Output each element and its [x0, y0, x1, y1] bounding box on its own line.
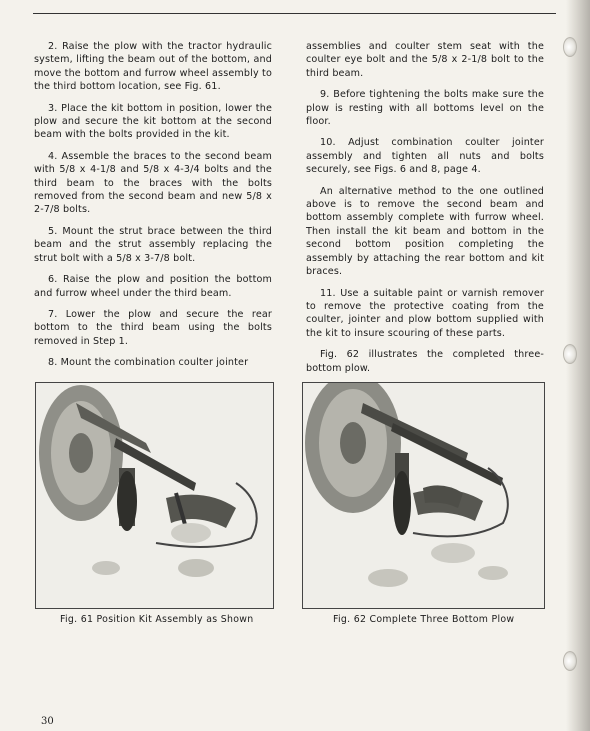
step-5: 5. Mount the strut brace between the third beam and the strut assembly replacing the strut bolt with a 5/8 x 3-7/8 bolt. — [34, 225, 272, 264]
binder-hole-middle — [563, 344, 577, 364]
step-8-continued: assemblies and coulter stem seat with the coulter eye bolt and the 5/8 x 2-1/8 bolt to the third beam. — [306, 41, 544, 79]
fig-61-photo — [35, 382, 274, 609]
binding-edge — [566, 0, 590, 731]
step-3: 3. Place the kit bottom in position, lower the plow and secure the kit bottom at the second beam with the bolts provided in the kit. — [34, 102, 272, 141]
step-11: 11. Use a suitable paint or varnish remover to remove the protective coating from the coulter, jointer and plow bottom supplied with the kit to insure scouring of these parts. — [306, 287, 544, 339]
step-8: 8. Mount the combination coulter jointer — [48, 357, 249, 369]
fig-62-photo — [302, 382, 545, 609]
page-number: 30 — [41, 716, 54, 727]
binder-hole-top — [563, 37, 577, 57]
alternative-method-paragraph: An alternative method to the one outlined above is to remove the second beam and bottom assembly complete with furrow wheel. Then install the kit beam and bottom in the second bottom position completing the assembly by attaching the rear bottom and kit braces. — [306, 185, 544, 278]
step-2: 2. Raise the plow with the tractor hydraulic system, lifting the beam out of the bottom, and move the bottom and furrow wheel assembly to the third bottom location, see Fig. 61. — [34, 41, 272, 93]
binder-hole-bottom — [563, 651, 577, 671]
step-4: 4. Assemble the braces to the second beam with 5/8 x 4-1/8 and 5/8 x 4-3/4 bolts and the third beam to the braces with the bolts removed from the second beam and new 5/8 x 2-7/8 bolts. — [34, 150, 272, 216]
step-7: 7. Lower the plow and secure the rear bottom to the third beam using the bolts removed in Step 1. — [34, 308, 272, 347]
step-6: 6. Raise the plow and position the bottom and furrow wheel under the third beam. — [34, 274, 272, 299]
step-9: 9. Before tightening the bolts make sure the plow is resting with all bottoms level on the floor. — [306, 89, 544, 128]
fig-62-reference: Fig. 62 illustrates the completed three-bottom plow. — [306, 349, 544, 374]
header-rule — [33, 13, 556, 14]
fig-62-caption: Fig. 62 Complete Three Bottom Plow — [333, 614, 515, 625]
fig-61-caption: Fig. 61 Position Kit Assembly as Shown — [60, 614, 254, 625]
left-column — [34, 40, 272, 378]
right-column — [306, 40, 544, 383]
step-10: 10. Adjust combination coulter jointer assembly and tighten all nuts and bolts securely, see Figs. 6 and 8, page 4. — [306, 137, 544, 176]
